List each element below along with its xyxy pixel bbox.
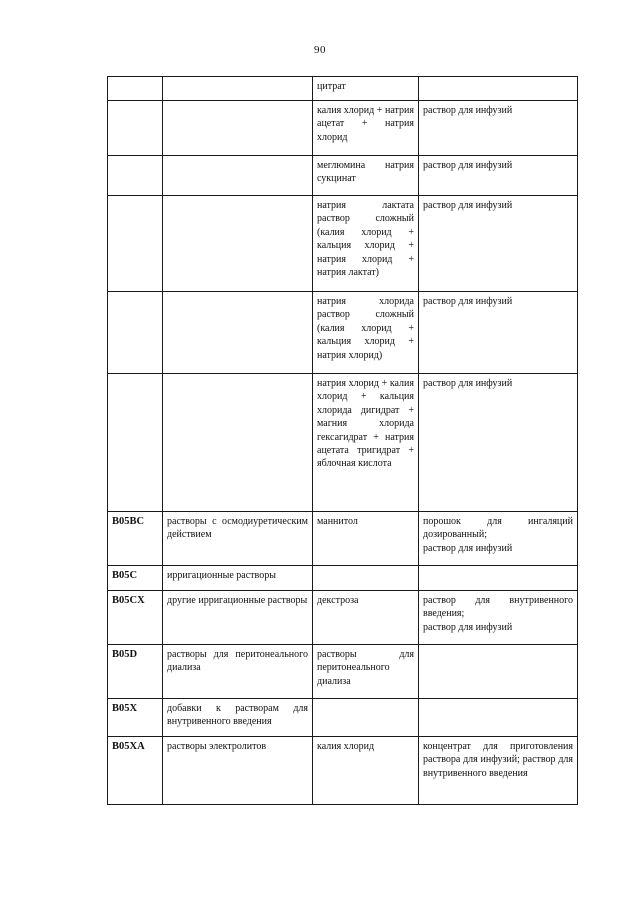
substance-cell: натрия хлорид + калия хлорид + кальция хлорида дигидрат + магния хлорида гексагидрат + натрия ацетата тригидрат + яблочная кислота [313,374,419,512]
table-row [108,591,578,645]
atc-code-cell [108,101,163,156]
substance-cell: растворы для перитонеального диализа [313,645,419,699]
table-row [108,101,578,156]
dosage-form-cell [419,566,578,591]
atc-code-cell [108,156,163,196]
table-row [108,566,578,591]
table-row [108,699,578,737]
atc-code-cell [108,77,163,101]
atc-code-cell [108,196,163,292]
group-cell [163,374,313,512]
dosage-form-cell: порошок для ингаляций дозированный; раствор для инфузий [419,512,578,566]
substance-cell [313,566,419,591]
table-row [108,374,578,512]
atc-code-cell: B05XA [108,737,163,805]
group-cell: растворы электролитов [163,737,313,805]
dosage-form-cell: раствор для инфузий [419,196,578,292]
substance-cell: натрия лактата раствор сложный (калия хлорид + кальция хлорид + натрия хлорид + натрия лактат) [313,196,419,292]
dosage-form-cell [419,645,578,699]
page-number: 90 [314,44,326,56]
atc-code-cell: B05CX [108,591,163,645]
dosage-form-cell: раствор для инфузий [419,156,578,196]
table-row [108,512,578,566]
group-cell: ирригационные растворы [163,566,313,591]
group-cell [163,156,313,196]
table-row [108,292,578,374]
dosage-form-cell: раствор для инфузий [419,374,578,512]
group-cell [163,101,313,156]
group-cell: добавки к растворам для внутривенного введения [163,699,313,737]
table-row [108,156,578,196]
dosage-form-cell: раствор для инфузий [419,292,578,374]
group-cell [163,77,313,101]
atc-code-cell: B05D [108,645,163,699]
group-cell [163,196,313,292]
substance-cell: цитрат [313,77,419,101]
table-row [108,737,578,805]
substance-cell: натрия хлорида раствор сложный (калия хлорид + кальция хлорид + натрия хлорид) [313,292,419,374]
substance-cell: калия хлорид [313,737,419,805]
substance-cell [313,699,419,737]
group-cell: другие ирригационные растворы [163,591,313,645]
substance-cell: маннитол [313,512,419,566]
atc-code-cell [108,374,163,512]
substance-cell: декстроза [313,591,419,645]
atc-code-cell: B05C [108,566,163,591]
dosage-form-cell [419,699,578,737]
dosage-form-cell: раствор для внутривенного введения; раствор для инфузий [419,591,578,645]
dosage-form-cell: концентрат для приготовления раствора для инфузий; раствор для внутривенного введения [419,737,578,805]
group-cell: растворы с осмодиуретическим действием [163,512,313,566]
atc-code-cell [108,292,163,374]
table-row [108,645,578,699]
table-row [108,77,578,101]
table-row [108,196,578,292]
atc-code-cell: B05BC [108,512,163,566]
medication-table [107,76,578,805]
substance-cell: калия хлорид + натрия ацетат + натрия хлорид [313,101,419,156]
substance-cell: меглюмина натрия сукцинат [313,156,419,196]
dosage-form-cell [419,77,578,101]
group-cell: растворы для перитонеального диализа [163,645,313,699]
group-cell [163,292,313,374]
dosage-form-cell: раствор для инфузий [419,101,578,156]
atc-code-cell: B05X [108,699,163,737]
